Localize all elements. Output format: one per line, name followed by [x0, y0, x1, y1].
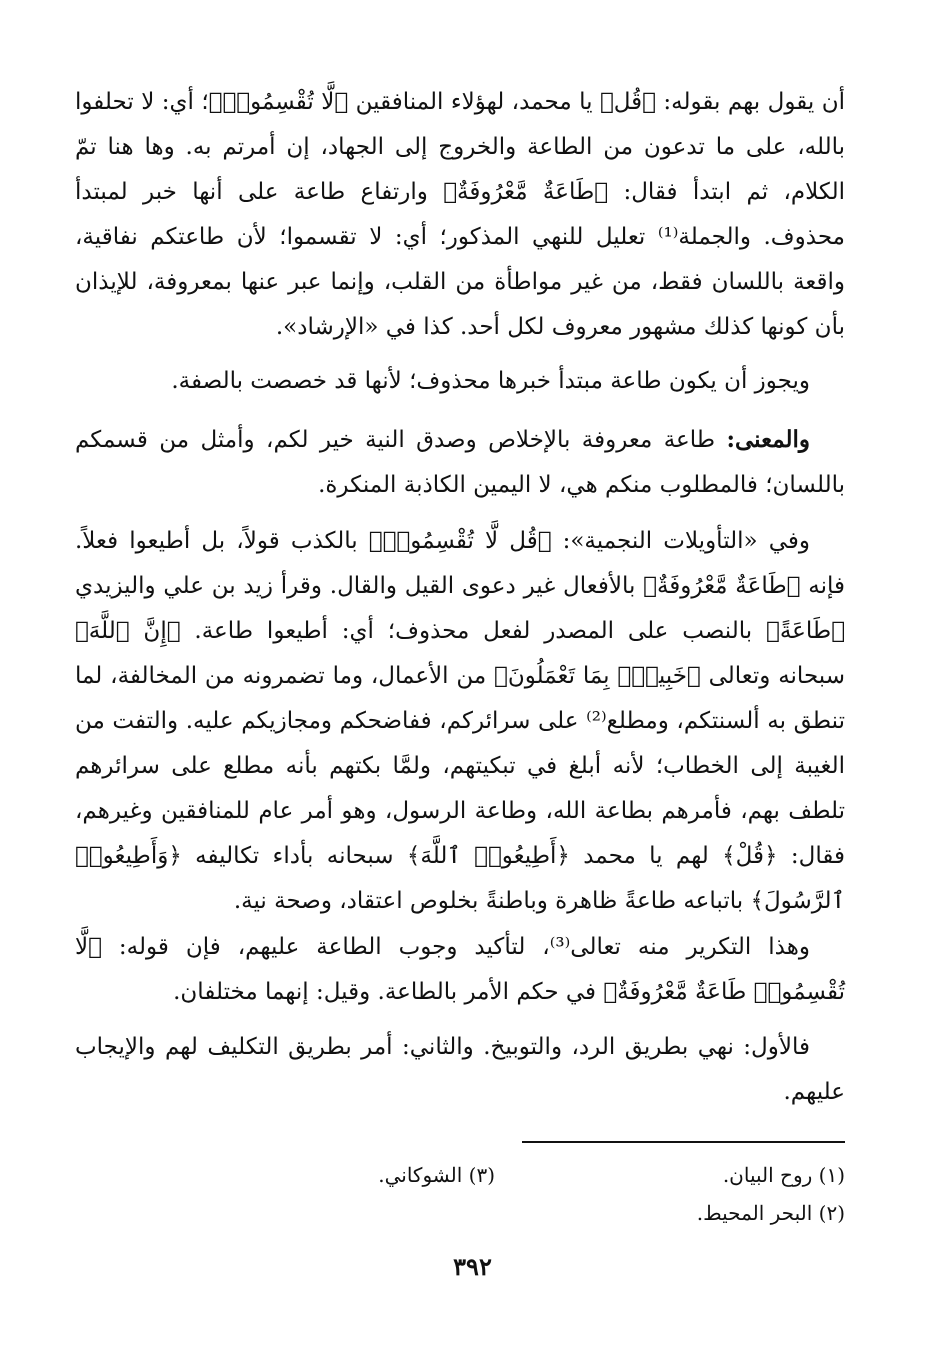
- paragraph-4: وفي «التأويلات النجمية»: ﴿قُل لَّا تُقْسِمُوا۟﴾ بالكذب قولاً، بل أطيعوا فعلاً. فإنه ﴿طَاعَةٌ مَّعْرُوفَةٌ﴾ بالأفعال غير دعوى القيل والقال. وقرأ زيد بن علي واليزيدي ﴿طَاعَةً﴾ بالنصب على المصدر لفعل محذوف؛ أي: أطيعوا طاعة. ﴿إِنَّ ٱللَّهَ﴾ سبحانه وتعالى ﴿خَبِيرٌۢ بِمَا تَعْمَلُونَ﴾ من الأعمال، وما تضمرونه من المخالفة، لما تنطق به ألسنتكم، ومطلع⁽²⁾ على سرائركم، ففاضحكم ومجازيكم عليه. والتفت من الغيبة إلى الخطاب؛ لأنه أبلغ في تبكيتهم، ولمَّا بكتهم بأنه مطلع على سرائرهم تلطف بهم، فأمرهم بطاعة الله، وطاعة الرسول، وهو أمر عام للمنافقين وغيرهم، فقال: ﴿قُلْ﴾ لهم يا محمد ﴿أَطِيعُوا۟ ٱللَّهَ﴾ سبحانه بأداء تكاليفه ﴿وَأَطِيعُوا۟ ٱلرَّسُولَ﴾ باتباعه طاعةً ظاهرة وباطنةً بخلوص اعتقاد، وصحة نية.: [75, 528, 845, 914]
- paragraph-5: وهذا التكرير منه تعالى⁽³⁾، لتأكيد وجوب الطاعة عليهم، فإن قوله: ﴿لَّا تُقْسِمُوا۟ طَاعَةٌ مَّعْرُوفَةٌ﴾ في حكم الأمر بالطاعة. وقيل: إنهما مختلفان.: [75, 934, 845, 1005]
- footnote-divider: [522, 1141, 845, 1143]
- page-number: ٣٩٢: [453, 1252, 492, 1281]
- paragraph-3: [75, 417, 845, 508]
- paragraph-3-label: والمعنى:: [726, 426, 810, 453]
- paragraph-2: ويجوز أن يكون طاعة مبتدأ خبرها محذوف؛ لأنها قد خصصت بالصفة.: [171, 368, 810, 394]
- footnote-row-1: [75, 1156, 845, 1194]
- footnote-1: (١) روح البيان.: [722, 1163, 845, 1187]
- footnote-row-2: [75, 1194, 845, 1232]
- paragraph-6: فالأول: نهي بطريق الرد، والتوبيخ. والثاني: أمر بطريق التكليف لهم والإيجاب عليهم.: [75, 1034, 845, 1105]
- footnotes: [75, 1156, 845, 1232]
- footnote-2: (٢) البحر المحيط.: [696, 1201, 845, 1225]
- paragraph-1: أن يقول بهم بقوله: ﴿قُل﴾ يا محمد، لهؤلاء المنافقين ﴿لَّا تُقْسِمُوا۟﴾؛ أي: لا تحلفوا بالله، على ما تدعون من الطاعة والخروج إلى الجهاد، إن أمرتم به. وها هنا تمّ الكلام، ثم ابتدأ فقال: ﴿طَاعَةٌ مَّعْرُوفَةٌ﴾ وارتفاع طاعة على أنها خبر لمبتدأ محذوف. والجملة⁽¹⁾ تعليل للنهي المذكور؛ أي: لا تقسموا؛ لأن طاعتكم نفاقية، واقعة باللسان فقط، من غير مواطأة من القلب، وإنما عبر عنها بمعروفة، للإيذان بأن كونها كذلك مشهور معروف لكل أحد. كذا في «الإرشاد».: [75, 89, 845, 340]
- paragraph-3-text: طاعة معروفة بالإخلاص وصدق النية خير لكم، وأمثل من قسمكم باللسان؛ فالمطلوب منكم هي، لا اليمين الكاذبة المنكرة.: [75, 427, 845, 498]
- footnote-3: (٣) الشوكاني.: [378, 1163, 495, 1187]
